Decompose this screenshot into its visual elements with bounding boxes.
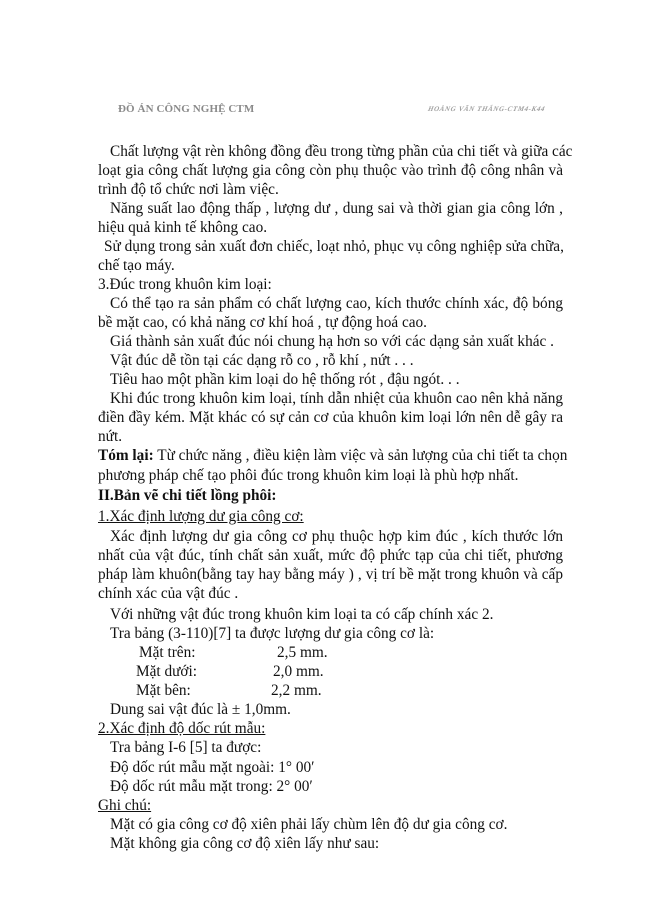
paragraph-line: Độ dốc rút mẫu mặt ngoài: 1° 00′: [110, 759, 315, 776]
paragraph-line: nhất của vật đúc, tính chất sản xuất, mức độ phức tạp của chi tiết, phương: [98, 547, 563, 564]
paragraph-line: phương pháp chế tạo phôi đúc trong khuôn kim loại là phù hợp nhất.: [98, 467, 519, 484]
paragraph-line: trình độ tổ chức nơi làm việc.: [98, 181, 279, 198]
paragraph-line: pháp làm khuôn(bằng tay hay bằng máy ) , vị trí bề mặt trong khuôn và cấp: [98, 566, 563, 583]
paragraph-line: chính xác của vật đúc .: [98, 585, 239, 602]
paragraph-line: Năng suất lao động thấp , lượng dư , dung sai và thời gian gia công lớn ,: [110, 200, 563, 217]
subsection-heading: 1.Xác định lượng dư gia công cơ:: [98, 508, 304, 525]
subsection-heading: 2.Xác định độ dốc rút mẫu:: [98, 720, 266, 737]
allowance-value: 2,0 mm.: [273, 663, 324, 680]
allowance-value: 2,5 mm.: [277, 644, 328, 661]
paragraph-line: Mặt có gia công cơ độ xiên phải lấy chùm lên độ dư gia công cơ.: [110, 816, 508, 833]
paragraph-line: bề mặt cao, có khả năng cơ khí hoá , tự động hoá cao.: [98, 314, 428, 331]
paragraph-line: Chất lượng vật rèn không đồng đều trong từng phần của chi tiết và giữa các: [110, 143, 573, 160]
section-heading: II.Bản vẽ chi tiết lồng phôi:: [98, 487, 277, 504]
section-heading: 3.Đúc trong khuôn kim loại:: [98, 276, 272, 293]
allowance-value: 2,2 mm.: [271, 682, 322, 699]
allowance-row: [98, 643, 563, 662]
header-title: ĐỒ ÁN CÔNG NGHỆ CTM: [118, 103, 255, 115]
paragraph-line: Vật đúc dễ tồn tại các dạng rỗ co , rỗ khí , nứt . . .: [110, 352, 414, 369]
paragraph-line: Xác định lượng dư gia công cơ phụ thuộc hợp kim đúc , kích thước lớn: [110, 528, 563, 545]
allowance-label: Mặt trên:: [139, 644, 196, 661]
paragraph-line: Độ dốc rút mẫu mặt trong: 2° 00′: [110, 778, 313, 795]
paragraph-line: Giá thành sản xuất đúc nói chung hạ hơn so với các dạng sản xuất khác .: [110, 333, 554, 350]
header-author: HOÀNG VĂN THẮNG-CTM4-K44: [427, 105, 546, 113]
allowance-label: Mặt bên:: [136, 682, 191, 699]
paragraph-line: Với những vật đúc trong khuôn kim loại ta có cấp chính xác 2.: [110, 606, 494, 623]
allowance-label: Mặt dưới:: [136, 663, 197, 680]
paragraph-line: Khi đúc trong khuôn kim loại, tính dẫn nhiệt của khuôn cao nên khả năng: [110, 390, 563, 407]
paragraph-line: Dung sai vật đúc là ± 1,0mm.: [110, 701, 291, 718]
summary-line: [98, 446, 568, 465]
paragraph-line: Sử dụng trong sản xuất đơn chiếc, loạt nhỏ, phục vụ công nghiệp sửa chữa,: [104, 238, 564, 255]
paragraph-line: Có thể tạo ra sản phẩm có chất lượng cao, kích thước chính xác, độ bóng: [110, 295, 563, 312]
paragraph-line: nứt.: [98, 428, 123, 445]
summary-label: Tóm lại:: [98, 447, 154, 464]
paragraph-line: Tiêu hao một phần kim loại do hệ thống rót , đậu ngót. . .: [110, 371, 460, 388]
paragraph-line: hiệu quả kinh tế không cao.: [98, 219, 268, 236]
allowance-row: [98, 681, 563, 700]
paragraph-line: điền đầy kém. Mặt khác có sự cản cơ của khuôn kim loại lớn nên dễ gây ra: [98, 409, 563, 426]
paragraph-line: chế tạo máy.: [98, 257, 175, 274]
paragraph-line: Tra bảng (3-110)[7] ta được lượng dư gia công cơ là:: [110, 625, 435, 642]
paragraph-line: Mặt không gia công cơ độ xiên lấy như sau:: [110, 835, 380, 852]
allowance-row: [98, 662, 563, 681]
note-heading: Ghi chú:: [98, 797, 152, 814]
paragraph-line: loạt gia công chất lượng gia công còn phụ thuộc vào trình độ công nhân và: [98, 162, 563, 179]
summary-text: Từ chức năng , điều kiện làm việc và sản lượng của chi tiết ta chọn: [153, 447, 568, 464]
paragraph-line: Tra bảng I-6 [5] ta được:: [110, 739, 262, 756]
